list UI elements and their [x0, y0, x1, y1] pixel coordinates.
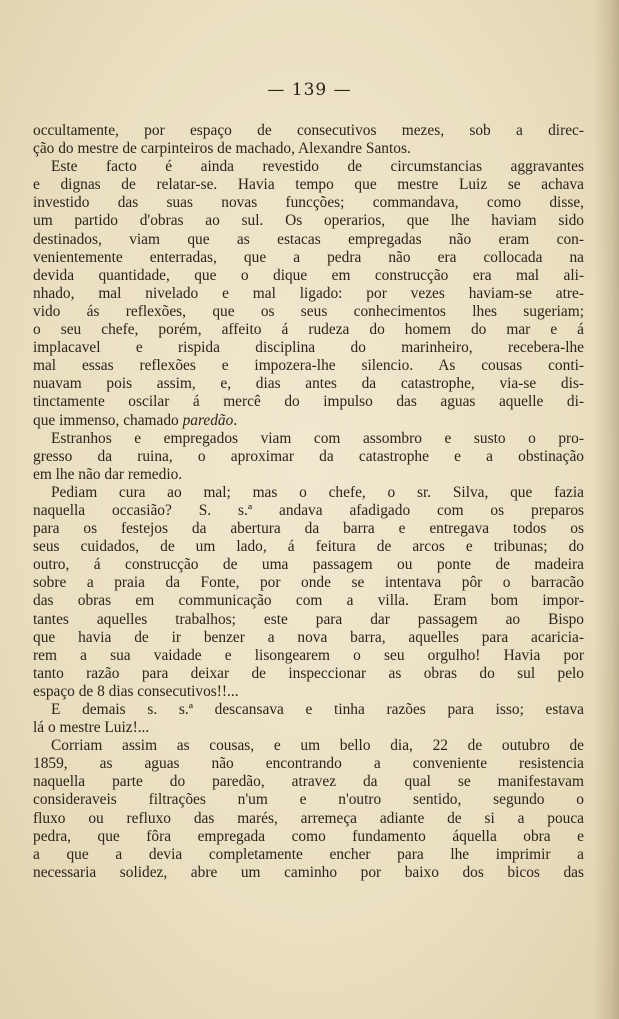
text-line	[33, 810, 584, 828]
text-line-content: o seu chefe, porém, affeito á rudeza do homem do mar e á	[33, 321, 584, 339]
text-line-content: gresso da ruina, o aproximar da catastrophe e a obstinação	[33, 447, 584, 465]
text-line	[33, 502, 584, 520]
text-line	[33, 592, 584, 610]
text-line	[33, 683, 584, 701]
text-line	[33, 375, 584, 393]
text-line	[33, 538, 584, 556]
text-line	[33, 828, 584, 846]
text-line	[33, 791, 584, 809]
text-line	[33, 520, 584, 538]
text-line	[33, 719, 584, 737]
text-line	[33, 267, 584, 285]
text-line-content: destinados, viam que as estacas empregadas não eram con-	[33, 230, 584, 248]
text-line	[33, 339, 584, 357]
text-line	[33, 629, 584, 647]
text-line-content: que immenso, chamado	[33, 411, 183, 429]
text-line-content: mal essas reflexões e impozera-lhe silencio. As cousas conti-	[33, 357, 584, 375]
text-line	[33, 393, 584, 411]
text-line	[33, 321, 584, 339]
text-line	[33, 194, 584, 212]
text-line-content: sobre a praia da Fonte, por onde se intentava pôr o barracão	[33, 574, 584, 592]
text-line	[33, 212, 584, 230]
text-line	[33, 158, 584, 176]
text-line	[33, 285, 584, 303]
text-line-content: que havia de ir benzer a nova barra, aquelles para acaricia-	[33, 628, 584, 646]
text-line-content: occultamente, por espaço de consecutivos mezes, sob a direc-	[33, 122, 584, 139]
text-line	[33, 484, 584, 502]
text-line-content: pedra, que fôra empregada como fundamento áquella obra e	[33, 827, 584, 845]
text-line-content: e dignas de relatar-se. Havia tempo que mestre Luiz se achava	[33, 176, 584, 194]
text-line-content: rem a sua vaidade e lisongearem o seu orgulho! Havia por	[33, 646, 584, 664]
text-line	[33, 773, 584, 791]
text-line-content: fluxo ou refluxo das marés, arremeça adiante de si a pouca	[33, 809, 584, 827]
text-line-content: espaço de 8 dias consecutivos!!...	[33, 682, 239, 700]
page-edge-shadow	[593, 0, 619, 1019]
text-line	[33, 864, 584, 882]
text-line-content: Pediam cura ao mal; mas o chefe, o sr. Silva, que fazia	[51, 483, 584, 501]
text-line-content: ção do mestre de carpinteiros de machado, Alexandre Santos.	[33, 140, 411, 158]
text-line	[33, 574, 584, 592]
text-line-content: tantes aquelles trabalhos; este para dar passagem ao Bispo	[33, 610, 584, 628]
text-line	[33, 701, 584, 719]
body-text	[33, 122, 584, 882]
text-line-content: em lhe não dar remedio.	[33, 465, 183, 483]
text-line	[33, 846, 584, 864]
text-line-content: Corriam assim as cousas, e um bello dia, 22 de outubro de	[51, 737, 584, 755]
text-line	[33, 611, 584, 629]
text-line-content: tanto razão para deixar de inspeccionar as obras do sul pelo	[33, 664, 584, 682]
text-line-content: venientemente enterradas, que a pedra não era collocada na	[33, 248, 584, 266]
italic-word: paredão	[182, 411, 234, 429]
text-line-content: tinctamente oscilar á mercê do impulso das aguas aquelle di-	[33, 393, 584, 411]
text-line-content: investido das suas novas funcções; commandava, como disse,	[33, 194, 584, 212]
text-line	[33, 755, 584, 773]
text-line-content: consideraveis filtrações n'um e n'outro sentido, segundo o	[33, 791, 584, 809]
text-line	[33, 231, 584, 249]
text-line	[33, 647, 584, 665]
text-line-content: naquella occasião? S. s.ª andava afadigado com os preparos	[33, 501, 584, 519]
text-line-content: devida quantidade, que o dique em construcção era mal ali-	[33, 266, 584, 284]
text-line-content: nuavam pois assim, e, dias antes da catastrophe, via-se dis-	[33, 375, 584, 393]
text-line-content: vido ás reflexões, que os seus conhecimentos lhes sugeriam;	[33, 302, 584, 320]
text-line-content: a que a devia completamente encher para lhe imprimir a	[33, 845, 584, 863]
page-number: — 139 —	[267, 80, 352, 100]
text-line-content: necessaria solidez, abre um caminho por baixo dos bicos das	[33, 863, 584, 881]
text-line	[33, 466, 584, 484]
text-line-content: para os festejos da abertura da barra e entregava todos os	[33, 520, 584, 538]
trailing-punctuation: .	[233, 411, 238, 429]
text-line-content: Estranhos e empregados viam com assombro e susto o pro-	[51, 429, 584, 447]
text-line	[33, 665, 584, 683]
text-line	[33, 122, 584, 140]
text-line	[33, 412, 584, 430]
text-line	[33, 303, 584, 321]
text-line-content: outro, á construcção de uma passagem ou ponte de madeira	[33, 556, 584, 574]
text-line-content: 1859, as aguas não encontrando a conveniente resistencia	[33, 755, 584, 773]
text-line	[33, 448, 584, 466]
text-line-content: das obras em communicação com a villa. Eram bom impor-	[33, 592, 584, 610]
text-line	[33, 737, 584, 755]
text-line-content: implacavel e rispida disciplina do marinheiro, recebera-lhe	[33, 339, 584, 357]
text-line	[33, 176, 584, 194]
text-line-content: lá o mestre Luiz!...	[33, 719, 150, 737]
text-line-content: nhado, mal nivelado e mal ligado: por vezes haviam-se atre-	[33, 284, 584, 302]
text-line-content: Este facto é ainda revestido de circumstancias aggravantes	[51, 158, 584, 176]
text-line-content: E demais s. s.ª descansava e tinha razões para isso; estava	[51, 701, 584, 718]
text-line	[33, 430, 584, 448]
text-line-content: naquella parte do paredão, atravez da qual se manifestavam	[33, 773, 584, 791]
text-line	[33, 556, 584, 574]
text-line	[33, 357, 584, 375]
text-line	[33, 140, 584, 158]
text-line-content: seus cuidados, de um lado, á feitura de arcos e tribunas; do	[33, 538, 584, 556]
text-line	[33, 249, 584, 267]
text-line-content: um partido d'obras ao sul. Os operarios, que lhe haviam sido	[33, 212, 584, 230]
